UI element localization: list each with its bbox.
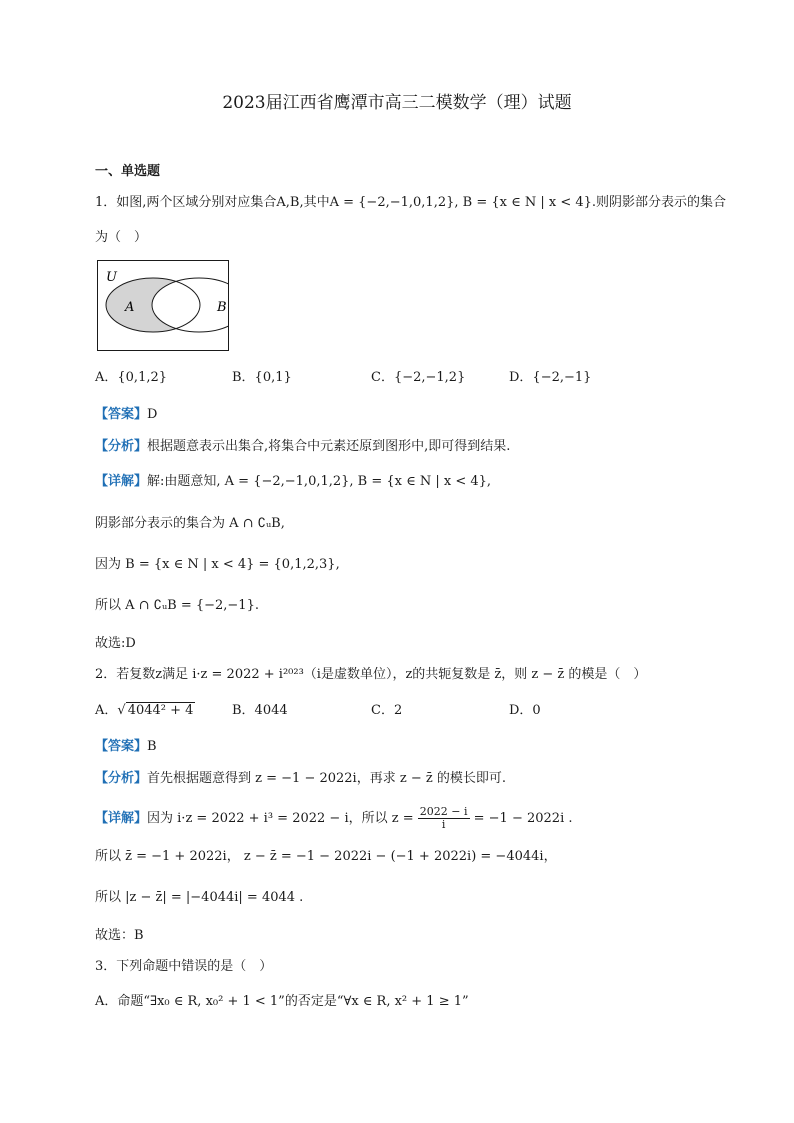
q3-option-a: A．命题“∃x₀ ∈ R, x₀² + 1 < 1”的否定是“∀x ∈ R, x² + 1 ≥ 1” — [95, 994, 469, 1009]
q1-stem-line2: 为（ ） — [95, 230, 148, 245]
q1-option-b: B．{0,1} — [232, 370, 292, 385]
q2-detail-3: 所以 |z − z̄| = |−4044i| = 4044 . — [95, 890, 304, 905]
q2-answer: B — [147, 739, 157, 754]
q2-option-a-radicand: 4044² + 4 — [127, 703, 194, 718]
q1-option-d: D．{−2,−1} — [509, 370, 592, 385]
q1-detail-3: 因为 B = {x ∈ N | x < 4} = {0,1,2,3}, — [95, 557, 340, 572]
q2-option-b: B．4044 — [232, 703, 288, 718]
q1-detail-1: 解:由题意知, A = {−2,−1,0,1,2}, B = {x ∈ N | x < 4}, — [147, 474, 492, 489]
q2-option-c: C．2 — [371, 703, 403, 718]
q2-option-a — [95, 702, 195, 720]
q1-analysis: 根据题意表示出集合,将集合中元素还原到图形中,即可得到结果. — [147, 439, 511, 454]
q3-stem: 3．下列命题中错误的是（ ） — [95, 959, 273, 974]
label-a: A — [125, 300, 135, 315]
q2-detail-2: 所以 z̄ = −1 + 2022i， z − z̄ = −1 − 2022i − (−1 + 2022i) = −4044i， — [95, 849, 557, 864]
venn-diagram — [97, 260, 229, 352]
analysis-tag: 【分析】 — [95, 439, 148, 454]
detail-tag: 【详解】 — [95, 474, 148, 489]
fraction-numerator: 2022 − i — [419, 805, 468, 818]
answer-tag: 【答案】 — [95, 739, 148, 754]
q1-detail-4: 所以 A ∩ ∁ᵤB = {−2,−1}. — [95, 598, 259, 613]
q2-choose: 故选：B — [95, 928, 144, 943]
answer-tag: 【答案】 — [95, 407, 148, 422]
analysis-tag: 【分析】 — [95, 771, 148, 786]
q2-answer-row — [95, 738, 157, 756]
q1-detail-row — [95, 473, 491, 491]
q1-analysis-row — [95, 438, 510, 456]
q1-stem-line1: 1．如图,两个区域分别对应集合A,B,其中A = {−2,−1,0,1,2}, B = {x ∈ N | x < 4}.则阴影部分表示的集合 — [95, 195, 727, 210]
q1-choose: 故选:D — [95, 636, 136, 651]
q2-detail-1a: 因为 i·z = 2022 + i³ = 2022 − i，所以 z = — [147, 811, 414, 826]
q2-stem: 2．若复数z满足 i·z = 2022 + i²⁰²³（i是虚数单位），z的共轭复数是 z̄，则 z − z̄ 的模是（ ） — [95, 667, 647, 682]
q1-answer-row — [95, 406, 157, 424]
q2-analysis-row — [95, 770, 506, 788]
q1-answer: D — [147, 407, 158, 422]
label-b: B — [217, 300, 227, 315]
q1-option-a: A．{0,1,2} — [95, 370, 168, 385]
q2-detail-1b: = −1 − 2022i . — [473, 811, 573, 826]
q1-option-c: C．{−2,−1,2} — [371, 370, 466, 385]
label-u: U — [106, 270, 117, 285]
sqrt-symbol: √ — [117, 703, 126, 718]
q2-option-d: D．0 — [509, 703, 541, 718]
q1-detail-2: 阴影部分表示的集合为 A ∩ ∁ᵤB, — [95, 516, 285, 531]
fraction-denominator: i — [441, 818, 446, 831]
q2-analysis: 首先根据题意得到 z = −1 − 2022i，再求 z − z̄ 的模长即可. — [147, 771, 506, 786]
q2-detail-row — [95, 806, 573, 831]
page-title: 2023届江西省鹰潭市高三二模数学（理）试题 — [222, 93, 572, 113]
q2-option-a-prefix: A． — [95, 703, 118, 718]
detail-tag: 【详解】 — [95, 811, 148, 826]
fraction — [418, 806, 470, 831]
section-heading: 一、单选题 — [95, 164, 161, 179]
